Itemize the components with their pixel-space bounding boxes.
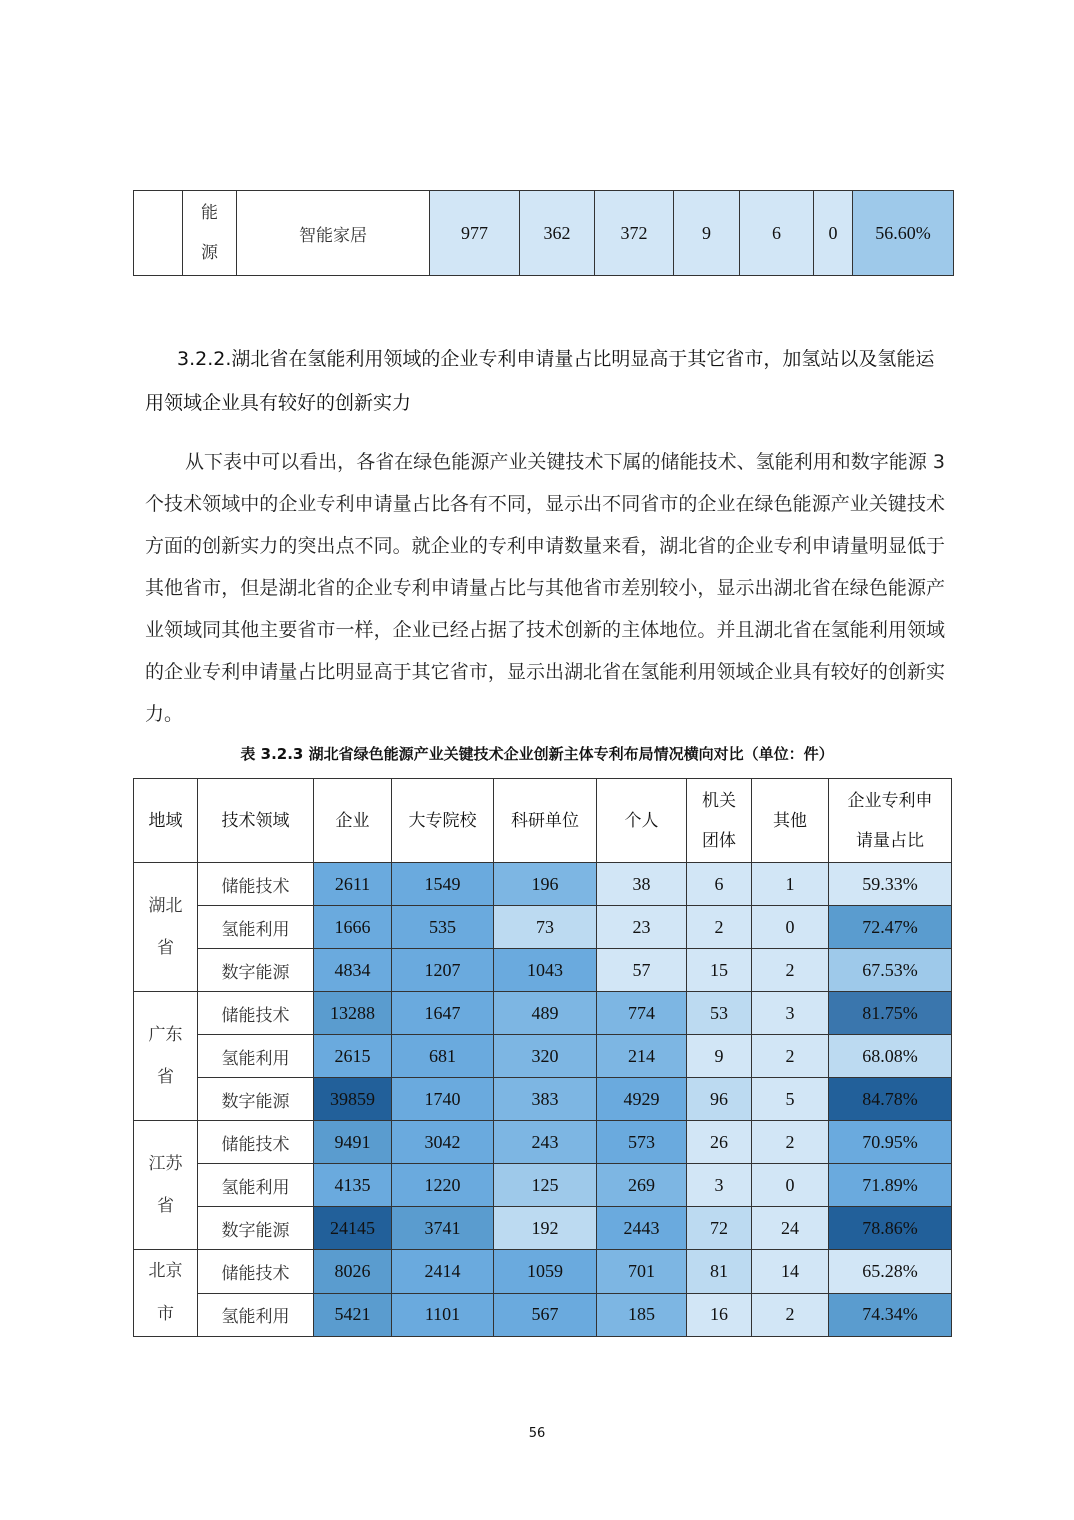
column-header-label: 机关团体 xyxy=(701,781,737,861)
value-cell: 0 xyxy=(752,1164,829,1207)
field-cell: 储能技术 xyxy=(198,992,314,1035)
value-cell: 59.33% xyxy=(829,863,952,906)
table-row xyxy=(134,1121,952,1164)
value-cell: 701 xyxy=(597,1250,687,1294)
table-row xyxy=(134,863,952,906)
value-cell: 81 xyxy=(687,1250,752,1294)
column-header-label: 企业专利申请量占比 xyxy=(840,781,940,861)
value-cell: 1740 xyxy=(392,1078,494,1121)
table-row xyxy=(134,906,952,949)
region-cell xyxy=(134,992,198,1121)
table-cell: 9 xyxy=(674,191,740,276)
value-cell: 2 xyxy=(752,1121,829,1164)
value-cell: 2615 xyxy=(314,1035,392,1078)
value-cell: 4834 xyxy=(314,949,392,992)
value-cell: 9491 xyxy=(314,1121,392,1164)
value-cell: 567 xyxy=(494,1293,597,1337)
column-header xyxy=(134,779,198,863)
table-caption: 表 3.2.3 湖北省绿色能源产业关键技术企业创新主体专利布局情况横向对比（单位：件） xyxy=(0,743,1074,764)
column-header xyxy=(829,779,952,863)
field-cell: 数字能源 xyxy=(198,1207,314,1250)
value-cell: 214 xyxy=(597,1035,687,1078)
field-cell: 储能技术 xyxy=(198,1121,314,1164)
value-cell: 535 xyxy=(392,906,494,949)
table-cell: 56.60% xyxy=(853,191,954,276)
value-cell: 269 xyxy=(597,1164,687,1207)
region-cell xyxy=(134,1250,198,1337)
table-row xyxy=(134,992,952,1035)
value-cell: 2611 xyxy=(314,863,392,906)
value-cell: 70.95% xyxy=(829,1121,952,1164)
field-cell: 氢能利用 xyxy=(198,906,314,949)
value-cell: 489 xyxy=(494,992,597,1035)
value-cell: 67.53% xyxy=(829,949,952,992)
column-header-label: 大专院校 xyxy=(409,811,477,831)
value-cell: 81.75% xyxy=(829,992,952,1035)
value-cell: 1 xyxy=(752,863,829,906)
value-cell: 13288 xyxy=(314,992,392,1035)
value-cell: 2 xyxy=(752,949,829,992)
table-cell: 977 xyxy=(430,191,520,276)
value-cell: 72.47% xyxy=(829,906,952,949)
value-cell: 1549 xyxy=(392,863,494,906)
value-cell: 3741 xyxy=(392,1207,494,1250)
column-header-label: 个人 xyxy=(625,811,659,831)
value-cell: 24 xyxy=(752,1207,829,1250)
value-cell: 774 xyxy=(597,992,687,1035)
value-cell: 1207 xyxy=(392,949,494,992)
value-cell: 3042 xyxy=(392,1121,494,1164)
column-header-label: 其他 xyxy=(773,811,807,831)
value-cell: 2 xyxy=(752,1035,829,1078)
table-header-row xyxy=(134,779,952,863)
value-cell: 4929 xyxy=(597,1078,687,1121)
page-number: 56 xyxy=(0,1426,1074,1441)
value-cell: 2 xyxy=(687,906,752,949)
value-cell: 1666 xyxy=(314,906,392,949)
value-cell: 192 xyxy=(494,1207,597,1250)
value-cell: 1101 xyxy=(392,1293,494,1337)
value-cell: 96 xyxy=(687,1078,752,1121)
value-cell: 8026 xyxy=(314,1250,392,1294)
table-cell: 0 xyxy=(814,191,853,276)
section-heading: 3.2.2.湖北省在氢能利用领域的企业专利申请量占比明显高于其它省市，加氢站以及氢能运用领域企业具有较好的创新实力 xyxy=(145,337,945,425)
value-cell: 15 xyxy=(687,949,752,992)
column-header-label: 企业 xyxy=(336,811,370,831)
table-row xyxy=(134,1250,952,1294)
value-cell: 3 xyxy=(752,992,829,1035)
value-cell: 3 xyxy=(687,1164,752,1207)
column-header xyxy=(392,779,494,863)
value-cell: 320 xyxy=(494,1035,597,1078)
table-cell: 6 xyxy=(740,191,814,276)
value-cell: 78.86% xyxy=(829,1207,952,1250)
value-cell: 383 xyxy=(494,1078,597,1121)
comparison-table xyxy=(133,778,952,1337)
column-header xyxy=(752,779,829,863)
field-cell: 氢能利用 xyxy=(198,1164,314,1207)
category-label: 能 源 xyxy=(201,203,218,263)
value-cell: 14 xyxy=(752,1250,829,1294)
value-cell: 39859 xyxy=(314,1078,392,1121)
region-cell xyxy=(134,863,198,992)
value-cell: 5421 xyxy=(314,1293,392,1337)
value-cell: 65.28% xyxy=(829,1250,952,1294)
table-cell: 372 xyxy=(595,191,674,276)
value-cell: 1647 xyxy=(392,992,494,1035)
value-cell: 1059 xyxy=(494,1250,597,1294)
region-label: 湖北省 xyxy=(148,885,184,969)
column-header-label: 技术领域 xyxy=(222,811,290,831)
value-cell: 196 xyxy=(494,863,597,906)
table-row xyxy=(134,1078,952,1121)
field-cell: 储能技术 xyxy=(198,863,314,906)
value-cell: 57 xyxy=(597,949,687,992)
value-cell: 1043 xyxy=(494,949,597,992)
value-cell: 73 xyxy=(494,906,597,949)
value-cell: 1220 xyxy=(392,1164,494,1207)
table-row xyxy=(134,1164,952,1207)
body-paragraph: 从下表中可以看出，各省在绿色能源产业关键技术下属的储能技术、氢能利用和数字能源 3 个技术领域中的企业专利申请量占比各有不同，显示出不同省市的企业在绿色能源产业关键技术方面的创新实力的突出点不同。就企业的专利申请数量来看，湖北省的企业专利申请量明显低于其他省市，但是湖北省的企业专利申请量占比与其他省市差别较小，显示出湖北省在绿色能源产业领域同其他主要省市一样，企业已经占据了技术创新的主体地位。并且湖北省在氢能利用领域的企业专利申请量占比明显高于其它省市，显示出湖北省在氢能利用领域企业具有较好的创新实力。 xyxy=(145,441,945,735)
document-page xyxy=(0,0,1074,1520)
region-cell xyxy=(134,1121,198,1250)
top-table-fragment xyxy=(133,190,954,276)
value-cell: 2443 xyxy=(597,1207,687,1250)
column-header xyxy=(494,779,597,863)
table-cell xyxy=(134,191,183,276)
value-cell: 23 xyxy=(597,906,687,949)
field-cell: 氢能利用 xyxy=(198,1293,314,1337)
value-cell: 2414 xyxy=(392,1250,494,1294)
value-cell: 681 xyxy=(392,1035,494,1078)
column-header xyxy=(597,779,687,863)
value-cell: 71.89% xyxy=(829,1164,952,1207)
table-cell: 362 xyxy=(520,191,595,276)
value-cell: 38 xyxy=(597,863,687,906)
value-cell: 26 xyxy=(687,1121,752,1164)
value-cell: 16 xyxy=(687,1293,752,1337)
table-cell xyxy=(183,191,237,276)
field-cell: 氢能利用 xyxy=(198,1035,314,1078)
column-header-label: 地域 xyxy=(149,811,183,831)
value-cell: 5 xyxy=(752,1078,829,1121)
value-cell: 9 xyxy=(687,1035,752,1078)
value-cell: 72 xyxy=(687,1207,752,1250)
value-cell: 68.08% xyxy=(829,1035,952,1078)
table-row xyxy=(134,1035,952,1078)
table-cell: 智能家居 xyxy=(237,191,430,276)
value-cell: 24145 xyxy=(314,1207,392,1250)
column-header xyxy=(198,779,314,863)
value-cell: 185 xyxy=(597,1293,687,1337)
table-row xyxy=(134,1293,952,1337)
value-cell: 125 xyxy=(494,1164,597,1207)
region-label: 江苏省 xyxy=(148,1143,184,1227)
field-cell: 数字能源 xyxy=(198,1078,314,1121)
value-cell: 2 xyxy=(752,1293,829,1337)
column-header xyxy=(314,779,392,863)
value-cell: 243 xyxy=(494,1121,597,1164)
value-cell: 0 xyxy=(752,906,829,949)
column-header-label: 科研单位 xyxy=(511,811,579,831)
value-cell: 6 xyxy=(687,863,752,906)
column-header xyxy=(687,779,752,863)
field-cell: 储能技术 xyxy=(198,1250,314,1294)
table-row xyxy=(134,191,954,276)
region-label: 广东省 xyxy=(148,1014,184,1098)
region-label: 北京市 xyxy=(148,1250,184,1336)
table-row xyxy=(134,1207,952,1250)
value-cell: 4135 xyxy=(314,1164,392,1207)
field-cell: 数字能源 xyxy=(198,949,314,992)
table-row xyxy=(134,949,952,992)
value-cell: 53 xyxy=(687,992,752,1035)
value-cell: 74.34% xyxy=(829,1293,952,1337)
value-cell: 573 xyxy=(597,1121,687,1164)
value-cell: 84.78% xyxy=(829,1078,952,1121)
